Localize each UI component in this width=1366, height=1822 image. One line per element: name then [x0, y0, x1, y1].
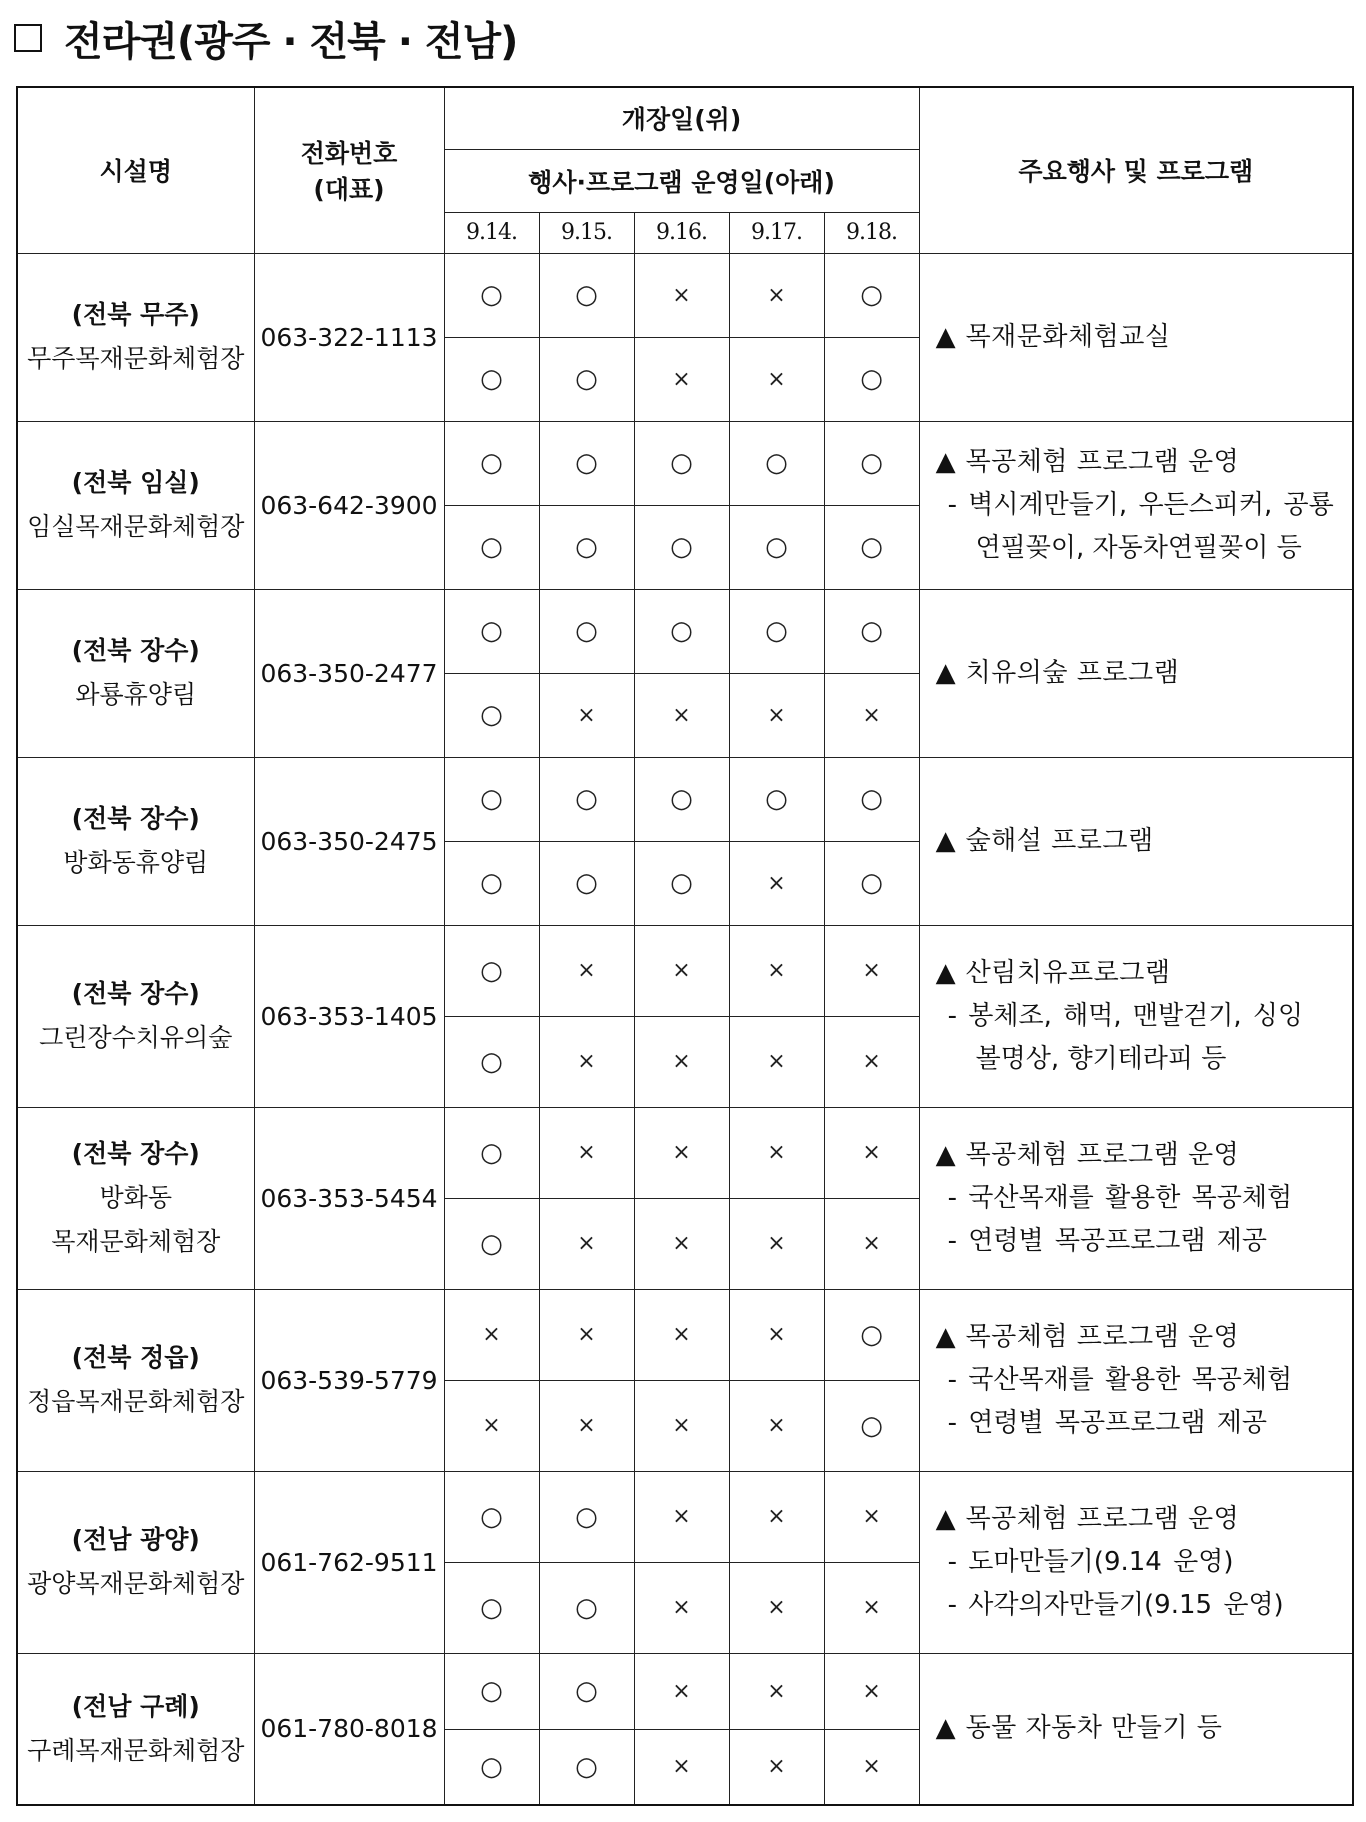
- program-day-mark: ×: [634, 1016, 729, 1107]
- program-main-text: 동물 자동차 만들기 등: [965, 1713, 1223, 1744]
- program-day-mark: ×: [729, 1198, 824, 1289]
- program-main-text: 목공체험 프로그램 운영: [965, 1139, 1240, 1170]
- program-day-mark: ×: [634, 1729, 729, 1805]
- open-day-mark: ×: [729, 1653, 824, 1729]
- header-programs: 주요행사 및 프로그램: [919, 87, 1353, 253]
- programs-cell: [919, 757, 1353, 925]
- program-main-text: 치유의숲 프로그램: [965, 657, 1180, 688]
- program-day-mark: ○: [729, 505, 824, 589]
- program-day-mark: ○: [539, 1562, 634, 1653]
- program-main-item: [936, 441, 1341, 484]
- page-heading: [14, 12, 517, 64]
- program-main-text: 목공체험 프로그램 운영: [965, 446, 1240, 477]
- program-day-mark: ×: [634, 1562, 729, 1653]
- program-day-mark: ×: [539, 673, 634, 757]
- program-day-mark: ○: [444, 841, 539, 925]
- open-day-mark: ○: [539, 589, 634, 673]
- facility-cell: [17, 757, 254, 925]
- phone-number: 063-322-1113: [254, 253, 444, 421]
- open-day-mark: ○: [444, 1471, 539, 1562]
- program-sub-item: [936, 1359, 1341, 1402]
- triangle-bullet-icon: ▲: [935, 446, 957, 477]
- open-day-mark: ○: [824, 589, 919, 673]
- program-day-mark: ○: [824, 841, 919, 925]
- facility-cell: [17, 589, 254, 757]
- dash-bullet-icon: -: [947, 1364, 969, 1395]
- triangle-bullet-icon: ▲: [935, 957, 957, 988]
- facility-schedule-table: [16, 86, 1354, 1806]
- open-day-mark: ○: [539, 421, 634, 505]
- open-day-mark: ×: [729, 1471, 824, 1562]
- open-day-mark: ○: [539, 253, 634, 337]
- open-day-mark: ○: [444, 925, 539, 1016]
- open-day-mark: ○: [824, 253, 919, 337]
- triangle-bullet-icon: ▲: [935, 1321, 957, 1352]
- program-day-mark: ○: [444, 1729, 539, 1805]
- facility-name: 무주목재문화체험장: [27, 344, 245, 373]
- program-sub-item: [936, 484, 1341, 527]
- open-day-mark: ×: [729, 1107, 824, 1198]
- table-row: [17, 421, 1353, 505]
- program-day-mark: ○: [444, 1562, 539, 1653]
- program-main-item: [936, 820, 1341, 863]
- program-day-mark: ×: [824, 673, 919, 757]
- open-day-mark: ○: [729, 421, 824, 505]
- open-day-mark: ×: [539, 1107, 634, 1198]
- header-date: 9.16.: [634, 212, 729, 253]
- open-day-mark: ×: [634, 1289, 729, 1380]
- program-day-mark: ×: [824, 1016, 919, 1107]
- triangle-bullet-icon: ▲: [935, 657, 957, 688]
- programs-cell: [919, 1471, 1353, 1653]
- program-day-mark: ○: [444, 1016, 539, 1107]
- open-day-mark: ×: [634, 1107, 729, 1198]
- open-day-mark: ○: [444, 757, 539, 841]
- program-sub-item: [936, 1541, 1341, 1584]
- programs-cell: [919, 421, 1353, 589]
- open-day-mark: ○: [539, 1471, 634, 1562]
- open-day-mark: ○: [634, 421, 729, 505]
- facility-name: 정읍목재문화체험장: [27, 1387, 245, 1416]
- phone-number: 061-762-9511: [254, 1471, 444, 1653]
- program-sub-text: 벽시계만들기, 우든스피커, 공룡: [968, 489, 1334, 520]
- programs-cell: [919, 253, 1353, 421]
- facility-region: (전남 구례): [71, 1691, 200, 1721]
- program-day-mark: ○: [539, 337, 634, 421]
- table-row: [17, 757, 1353, 841]
- program-sub-text: 사각의자만들기(9.15 운영): [968, 1589, 1284, 1620]
- dash-bullet-icon: -: [947, 1000, 969, 1031]
- program-day-mark: ×: [729, 841, 824, 925]
- header-date: 9.17.: [729, 212, 824, 253]
- open-day-mark: ×: [729, 1289, 824, 1380]
- program-sub-text: 도마만들기(9.14 운영): [968, 1546, 1234, 1577]
- programs-cell: [919, 589, 1353, 757]
- program-day-mark: ×: [634, 673, 729, 757]
- program-day-mark: ○: [824, 505, 919, 589]
- program-day-mark: ×: [729, 1729, 824, 1805]
- phone-number: 063-353-5454: [254, 1107, 444, 1289]
- facility-name: 그린장수치유의숲: [39, 1023, 233, 1052]
- header-date: 9.15.: [539, 212, 634, 253]
- triangle-bullet-icon: ▲: [935, 1503, 957, 1534]
- program-day-mark: ×: [729, 1562, 824, 1653]
- program-sub-item: [936, 1177, 1341, 1220]
- program-main-item: [936, 1134, 1341, 1177]
- phone-number: 063-353-1405: [254, 925, 444, 1107]
- programs-cell: [919, 1289, 1353, 1471]
- open-day-mark: ○: [824, 757, 919, 841]
- program-day-mark: ○: [444, 673, 539, 757]
- table-row: [17, 589, 1353, 673]
- program-day-mark: ×: [729, 337, 824, 421]
- facility-cell: [17, 925, 254, 1107]
- program-sub-text: 연령별 목공프로그램 제공: [968, 1407, 1268, 1438]
- dash-bullet-icon: -: [947, 489, 969, 520]
- open-day-mark: ×: [729, 925, 824, 1016]
- facility-cell: [17, 1107, 254, 1289]
- triangle-bullet-icon: ▲: [935, 1713, 957, 1744]
- table-row: [17, 1107, 1353, 1198]
- program-main-item: [936, 952, 1341, 995]
- open-day-mark: ○: [824, 1289, 919, 1380]
- open-day-mark: ×: [634, 925, 729, 1016]
- open-day-mark: ○: [729, 757, 824, 841]
- open-day-mark: ×: [824, 1107, 919, 1198]
- open-day-mark: ○: [729, 589, 824, 673]
- heading-text: 전라권(광주 · 전북 · 전남): [64, 18, 518, 65]
- programs-cell: [919, 1653, 1353, 1805]
- program-sub-item: [936, 1584, 1341, 1627]
- program-main-item: [936, 652, 1341, 695]
- triangle-bullet-icon: ▲: [935, 1139, 957, 1170]
- triangle-bullet-icon: ▲: [935, 321, 957, 352]
- program-day-mark: ×: [729, 1380, 824, 1471]
- open-day-mark: ×: [634, 253, 729, 337]
- phone-number: 063-642-3900: [254, 421, 444, 589]
- header-phone-line2: (대표): [313, 175, 385, 205]
- phone-number: 061-780-8018: [254, 1653, 444, 1805]
- dash-bullet-icon: -: [947, 1225, 969, 1256]
- program-day-mark: ○: [634, 505, 729, 589]
- program-day-mark: ×: [634, 1380, 729, 1471]
- program-day-mark: ×: [729, 673, 824, 757]
- header-phone-line1: 전화번호: [300, 139, 398, 169]
- program-day-mark: ×: [729, 1016, 824, 1107]
- facility-cell: [17, 253, 254, 421]
- open-day-mark: ×: [634, 1653, 729, 1729]
- open-day-mark: ○: [634, 589, 729, 673]
- header-phone: [254, 87, 444, 253]
- programs-cell: [919, 925, 1353, 1107]
- facility-cell: [17, 1289, 254, 1471]
- program-day-mark: ×: [824, 1198, 919, 1289]
- open-day-mark: ×: [824, 925, 919, 1016]
- open-day-mark: ○: [539, 1653, 634, 1729]
- facility-region: (전북 장수): [71, 979, 200, 1008]
- phone-number: 063-350-2475: [254, 757, 444, 925]
- dash-bullet-icon: -: [947, 1407, 969, 1438]
- table-row: [17, 1653, 1353, 1729]
- program-day-mark: ○: [444, 505, 539, 589]
- facility-region: (전북 장수): [71, 804, 200, 833]
- program-sub-item: [936, 1402, 1341, 1445]
- header-facility: 시설명: [17, 87, 254, 253]
- facility-cell: [17, 421, 254, 589]
- facility-cell: [17, 1471, 254, 1653]
- facility-name: 방화동휴양림: [63, 848, 209, 877]
- header-program-day: 행사·프로그램 운영일(아래): [444, 149, 919, 212]
- program-day-mark: ○: [824, 1380, 919, 1471]
- program-main-item: [936, 1316, 1341, 1359]
- program-main-text: 숲해설 프로그램: [965, 825, 1154, 856]
- program-day-mark: ○: [539, 1729, 634, 1805]
- program-sub-text: 국산목재를 활용한 목공체험: [968, 1364, 1293, 1395]
- open-day-mark: ×: [729, 253, 824, 337]
- header-date: 9.14.: [444, 212, 539, 253]
- facility-region: (전북 무주): [71, 300, 200, 329]
- table-row: [17, 1471, 1353, 1562]
- facility-region: (전북 정읍): [71, 1343, 200, 1372]
- program-day-mark: ×: [824, 1729, 919, 1805]
- program-sub-text: 연령별 목공프로그램 제공: [968, 1225, 1268, 1256]
- program-day-mark: ×: [824, 1562, 919, 1653]
- program-continuation: 볼명상, 향기테라피 등: [975, 1043, 1227, 1074]
- program-main-text: 목공체험 프로그램 운영: [965, 1321, 1240, 1352]
- program-day-mark: ×: [539, 1380, 634, 1471]
- phone-number: 063-350-2477: [254, 589, 444, 757]
- facility-region: (전남 광양): [71, 1525, 200, 1554]
- header-open-day: 개장일(위): [444, 87, 919, 149]
- dash-bullet-icon: -: [947, 1589, 969, 1620]
- facility-region: (전북 장수): [71, 1139, 200, 1168]
- program-main-item: [936, 316, 1341, 359]
- facility-name: 와룡휴양림: [75, 680, 197, 709]
- facility-name: 방화동: [99, 1183, 172, 1212]
- open-day-mark: ×: [444, 1289, 539, 1380]
- programs-cell: [919, 1107, 1353, 1289]
- program-day-mark: ○: [824, 337, 919, 421]
- open-day-mark: ×: [634, 1471, 729, 1562]
- program-sub-item: [936, 995, 1341, 1038]
- program-continuation: 연필꽂이, 자동차연필꽂이 등: [975, 532, 1302, 563]
- dash-bullet-icon: -: [947, 1546, 969, 1577]
- open-day-mark: ×: [824, 1653, 919, 1729]
- open-day-mark: ×: [824, 1471, 919, 1562]
- open-day-mark: ○: [444, 589, 539, 673]
- program-day-mark: ○: [634, 841, 729, 925]
- open-day-mark: ×: [539, 925, 634, 1016]
- program-day-mark: ×: [634, 1198, 729, 1289]
- program-day-mark: ○: [539, 505, 634, 589]
- program-day-mark: ○: [539, 841, 634, 925]
- table-row: [17, 1289, 1353, 1380]
- program-sub-item: [936, 1220, 1341, 1263]
- triangle-bullet-icon: ▲: [935, 825, 957, 856]
- phone-number: 063-539-5779: [254, 1289, 444, 1471]
- program-main-item: [936, 1707, 1341, 1750]
- facility-name: 목재문화체험장: [51, 1227, 221, 1256]
- program-day-mark: ×: [444, 1380, 539, 1471]
- program-main-item: [936, 1498, 1341, 1541]
- facility-region: (전북 장수): [71, 636, 200, 665]
- open-day-mark: ○: [444, 421, 539, 505]
- program-day-mark: ×: [539, 1198, 634, 1289]
- facility-cell: [17, 1653, 254, 1805]
- checkbox-square-icon: [14, 24, 42, 52]
- program-day-mark: ○: [444, 1198, 539, 1289]
- open-day-mark: ○: [444, 1107, 539, 1198]
- header-date: 9.18.: [824, 212, 919, 253]
- open-day-mark: ×: [539, 1289, 634, 1380]
- open-day-mark: ○: [824, 421, 919, 505]
- dash-bullet-icon: -: [947, 1182, 969, 1213]
- facility-name: 구례목재문화체험장: [27, 1735, 245, 1765]
- open-day-mark: ○: [444, 253, 539, 337]
- open-day-mark: ○: [444, 1653, 539, 1729]
- program-day-mark: ×: [634, 337, 729, 421]
- program-main-text: 목재문화체험교실: [965, 321, 1171, 352]
- open-day-mark: ○: [634, 757, 729, 841]
- facility-name: 임실목재문화체험장: [27, 512, 245, 541]
- program-day-mark: ○: [444, 337, 539, 421]
- table-row: [17, 253, 1353, 337]
- program-main-text: 목공체험 프로그램 운영: [965, 1503, 1240, 1534]
- program-sub-text: 봉체조, 해먹, 맨발걷기, 싱잉: [968, 1000, 1304, 1031]
- table-row: [17, 925, 1353, 1016]
- open-day-mark: ○: [539, 757, 634, 841]
- program-sub-text: 국산목재를 활용한 목공체험: [968, 1182, 1293, 1213]
- program-day-mark: ×: [539, 1016, 634, 1107]
- program-main-text: 산림치유프로그램: [965, 957, 1171, 988]
- facility-name: 광양목재문화체험장: [27, 1569, 245, 1598]
- facility-region: (전북 임실): [71, 468, 200, 497]
